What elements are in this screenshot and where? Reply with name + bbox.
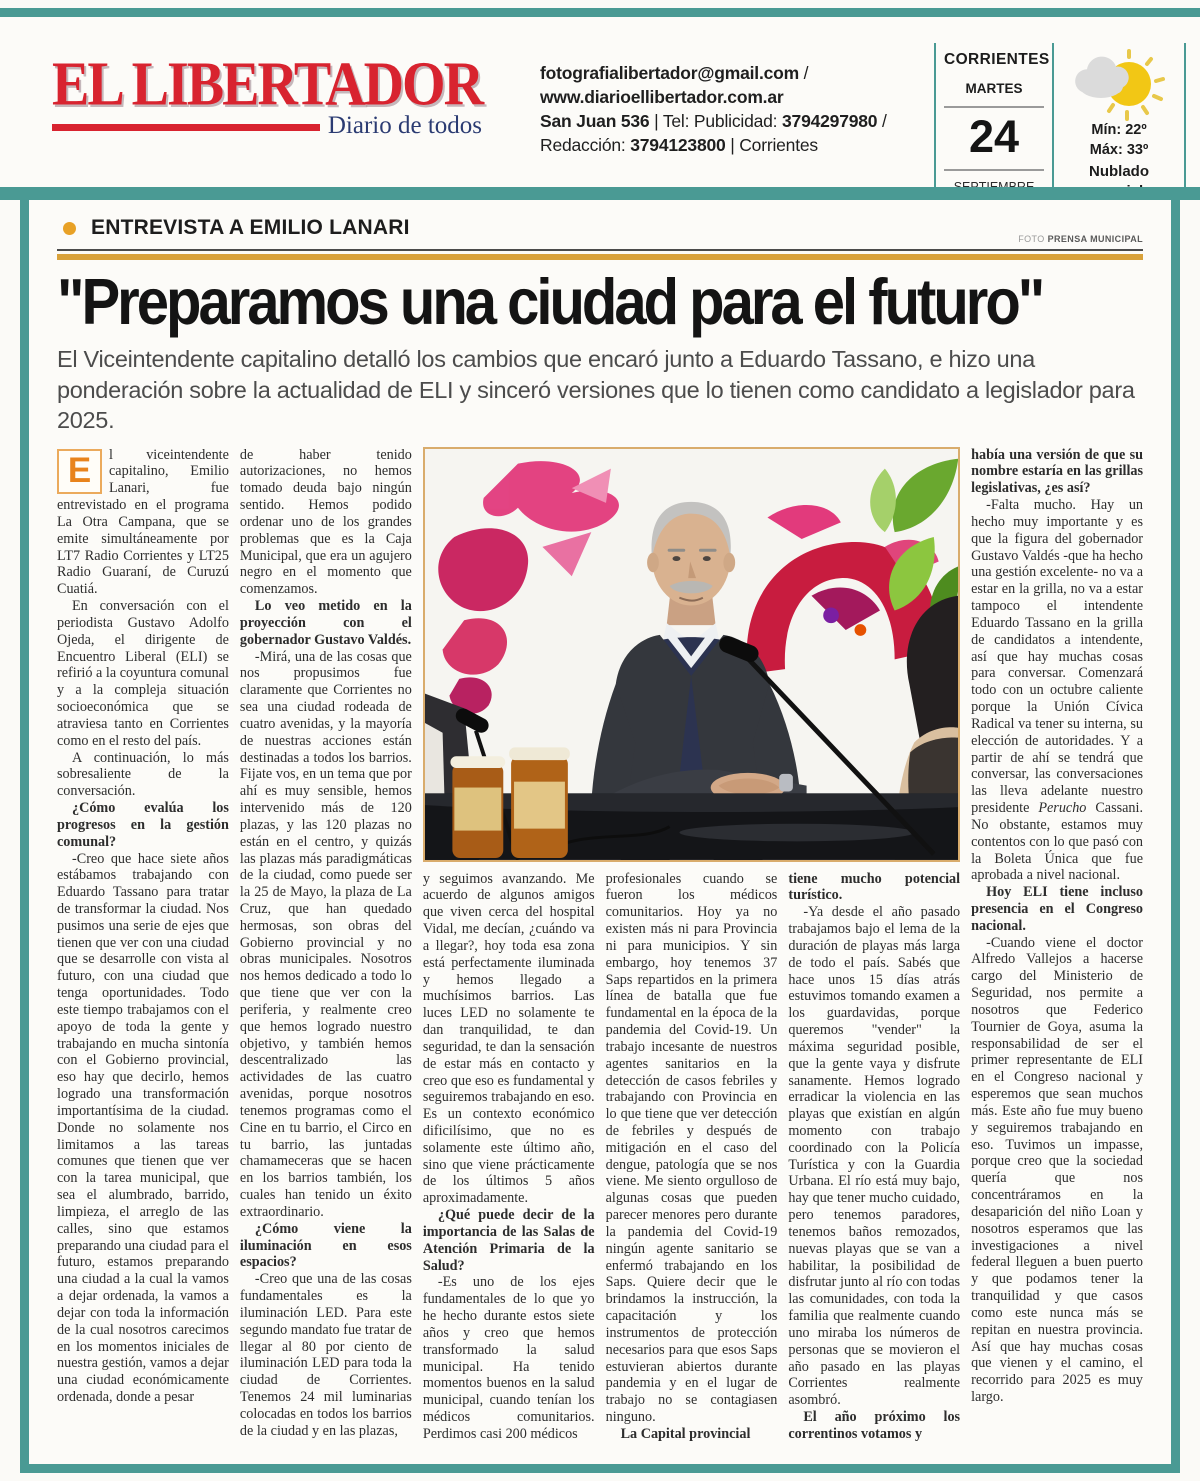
weather-rule-top [944, 106, 1044, 108]
answer-text: -Falta mucho. Hay un hecho muy importante y es que la figura del gobernador Gustavo Valdés -que ha hecho una gestión excelente- no va a estar en la grilla, no va a estar tampoco el intendente Eduardo Tassano en la grilla de candidatos a intendente, así que hay muchas cosas para conversar. Comenzará todo con un octubre caliente porque la Unión Cívica Radical va tener su interna, su elección de autoridades. Y a partir de ahí se tendrá que conversar, las conversaciones las lleva adelante nuestro presidente [971, 497, 1143, 817]
column-1 [57, 447, 229, 1481]
gold-rule [57, 254, 1143, 260]
article-frame-top [0, 187, 1200, 200]
photo-credit-label: FOTO [1018, 234, 1048, 244]
weather-date-number: 24 [968, 111, 1020, 162]
weather-max: Máx: 33º [1089, 141, 1149, 158]
article-paragraph: -Ya desde el año pasado trabajamos bajo el lema de la duración de playas más larga de todo el país. Sabés que hace unos 15 días atrás estuvimos tomando examen a los guardavidas, porque queremos "vender" la máxima seguridad posible, que la gente vaya y disfrute sanamente. Hemos logrado erradicar la violencia en las playas que existían en algún momento con trabajo coordinado con la Policía Turística y con la Guardia Urbana. El río está muy bajo, hay que tener mucho cuidado, pero tenemos paradores, tenemos baños remozados, nuevas playas que se van a habilitar, la posibilidad de disfrutar junto al río con todas las comunidades, con toda la familia que realmente cuando uno miraba los números de personas que se movieron el año pasado en las playas Corrientes realmente asombró. [788, 904, 961, 1409]
logo-text: EL LIBERTADOR [52, 49, 483, 120]
article-paragraph: En conversación con el periodista Gustavo Adolfo Ojeda, el dirigente de Encuentro Liberal (ELI) se refirió a la coyuntura comunal y a la compleja situación socioeconómica que se atraviesa tanto en Corrientes como en el resto del país. [57, 598, 229, 749]
contact-phone-newsroom: 3794123800 [630, 135, 726, 156]
contact-line-email [540, 61, 887, 85]
contact-tel-label: | Tel: Publicidad: [649, 111, 782, 132]
middle-group [423, 447, 960, 1481]
kicker-row [57, 216, 1143, 244]
weather-day: MARTES [965, 81, 1023, 96]
masthead [0, 17, 1200, 187]
photo-credit-name: PRENSA MUNICIPAL [1047, 234, 1143, 244]
article-paragraph: -Creo que hace siete años estábamos trabajando con Eduardo Tassano para tratar de transformar la ciudad. Nos pusimos una serie de ejes que tienen que ver con una ciudad que se desarrolle con vista al futuro, con una ciudad que tenga oportunidades. Todo este tiempo trabajamos con el apoyo de toda la gente y trabajando en mucha sintonía con el Gobierno provincial, eso hay que decirlo, hemos logrado una transformación importantísima de la ciudad. Donde no solamente nos limitamos a las tareas comunes que tienen que ver con la tarea municipal, que sea el alumbrado, barrido, limpieza, el arreglo de las calles, sino que estamos preparando una ciudad para el futuro, estamos preparando una ciudad a la cual la vamos a dejar ordenada, la vamos a dejar con toda la información de la cual nosotros carecimos en los momentos iniciales de nuestra gestión, vamos a dejar una ciudad económicamente ordenada, donde a pesar [57, 850, 229, 1406]
interview-question: Lo veo metido en la proyección con el gobernador Gustavo Valdés. [239, 598, 412, 648]
article-paragraph [971, 497, 1143, 884]
article-paragraph: -Mirá, una de las cosas que nos propusimos fue claramente que Corrientes no sea una ciudad rodeada de cuatro avenidas, y la mayoría de nuestras acciones están destinadas a todos los barrios. Fijate vos, en un tema que por ahí es muy sensible, hemos intervenido más de 120 plazas, y las 120 plazas no están en el centro, y quizás las plazas más paradigmáticas de la ciudad, como puede ser la 25 de Mayo, la plaza de La Cruz, que han quedado hermosas, son obras del Gobierno provincial y no obras municipales. Nosotros nos hemos dedicado a todo lo que tiene que ver con la periferia, y realmente creo que hemos logrado nuestro objetivo, y también hemos descentralizado las actividades de las cuatro avenidas, porque nosotros tenemos programas como el Cine en tu barrio, el Circo en tu barrio, las juntadas chamameceras que se hacen en los barrios también, los cuales han tenido un éxito extraordinario. [239, 648, 412, 1220]
contact-sep: / [799, 63, 809, 83]
weather-city: CORRIENTES [944, 51, 1050, 68]
weather-date-panel [934, 43, 1054, 197]
weather-rule-bottom [944, 169, 1044, 171]
photo-credit [1018, 234, 1143, 244]
partly-cloudy-icon [1071, 47, 1167, 121]
article-columns [57, 447, 1143, 1481]
interview-question: ¿Cómo viene la iluminación en esos espacios? [239, 1220, 412, 1271]
interview-question: La Capital provincial [620, 1425, 751, 1442]
contact-address: San Juan 536 [540, 111, 650, 132]
weather-box [934, 43, 1186, 197]
press-conference-illustration [425, 449, 958, 860]
column-6 [971, 447, 1143, 1481]
article-paragraph: -Cuando viene el doctor Alfredo Vallejos a hacerse cargo del Ministerio de Seguridad, nos permite a nosotros que Federico Tournier de Goya, asuma la responsabilidad de ser el primer representante de ELI en el Congreso nacional y esperemos que sean muchos más. Este año fue muy bueno y seguiremos trabajando en eso. Tuvimos un impasse, porque creo que la sociedad quería que nos concentráramos en la desaparición del niño Loan y nosotros esperamos que las investigaciones a nivel federal lleguen a buen puerto y que podamos tener la tranquilidad y que casos como este nunca más se repitan en nuestra provincia. Así que hay muchas cosas que vienen y el camino, el recorrido para 2025 es muy largo. [971, 934, 1143, 1406]
interview-question: El año próximo los correntinos votamos y [788, 1409, 961, 1442]
middle-columns [423, 871, 960, 1481]
contact-line-newsroom [540, 133, 887, 157]
article-paragraph: y seguimos avanzando. Me acuerdo de algunos amigos que viven cerca del hospital Vidal, me decían, ¿cuándo va a llegar?, hoy toda esa zona está perfectamente iluminada y hemos llegado a muchísimos barrios. Las luces LED no solamente te dan tranquilidad, te dan seguridad, te dan la sensación de estar más en contacto y creo que eso es fundamental y seguiremos trabajando en eso. Es un contexto económico dificilísimo, que no es solamente este último año, sino que viene prácticamente de los últimos 5 años aproximadamente. [422, 870, 595, 1207]
contact-sep2: / [877, 111, 887, 132]
answer-text: Cassani. No obstante, estamos muy contentos con lo que pasó con la Boleta Única que fue aprobada a nivel nacional. [971, 800, 1143, 884]
article-paragraph: -Creo que una de las cosas fundamentales es la iluminación LED. Para este segundo mandato fue tratar de llegar al 80 por ciento de iluminación LED para toda la ciudad de Corrientes. Tenemos 24 mil luminarias colocadas en todos los barrios de la ciudad y en las plazas, [239, 1271, 412, 1439]
interview-question: ¿Cómo evalúa los progresos en la gestión comunal? [57, 800, 229, 850]
top-teal-bar [0, 8, 1200, 17]
drop-cap: E [57, 449, 102, 494]
kicker: ENTREVISTA A EMILIO LANARI [91, 216, 410, 239]
column-2 [240, 447, 412, 1481]
column-4 [606, 871, 778, 1481]
headline: "Preparamos una ciudad para el futuro" [57, 265, 1043, 339]
interview-question: había una versión de que su nombre estaría en las grillas legislativas, ¿es así? [971, 446, 1143, 497]
column-5 [788, 871, 960, 1481]
logo-red-rule [52, 124, 320, 131]
contact-website: www.diarioellibertador.com.ar [540, 87, 784, 108]
dark-rule [57, 249, 1143, 251]
weather-forecast-panel [1054, 43, 1186, 197]
article-paragraph: -Es uno de los ejes fundamentales de lo que yo he hecho durante estos siete años y creo que hemos transformado la salud municipal. Ha tenido momentos buenos en la salud municipal, cuando tenían los médicos comunitarios. Perdimos casi 200 médicos [422, 1274, 595, 1442]
article-paragraph: de haber tenido autorizaciones, no hemos tomado deuda bajo ningún sentido. Hemos podido ordenar uno de los grandes problemas que es la Caja Municipal, que era un agujero negro en el momento que comenzamos. [239, 446, 412, 598]
article-paragraph: A continuación, lo más sobresaliente de la conversación. [57, 749, 229, 800]
contact-phone-ads: 3794297980 [782, 111, 878, 132]
kicker-bullet-icon [63, 222, 76, 235]
contact-line-address [540, 109, 887, 133]
article-frame [20, 200, 1180, 1473]
interview-question: tiene mucho potencial turístico. [788, 870, 961, 904]
logo-tagline: Diario de todos [327, 112, 482, 139]
newspaper-logo [52, 49, 483, 139]
answer-italic: Perucho [1038, 800, 1087, 817]
contact-block [540, 61, 887, 158]
weather-condition-line1: Nublado [1089, 163, 1149, 181]
contact-email: fotografialibertador@gmail.com [540, 63, 800, 83]
column-3 [423, 871, 595, 1481]
interview-question: ¿Qué puede decir de la importancia de las Salas de Atención Primaria de la Salud? [422, 1207, 595, 1274]
contact-line-website [540, 85, 887, 109]
deck: El Viceintendente capitalino detalló los cambios que encaró junto a Eduardo Tassano, e hizo una ponderación sobre la actualidad de ELI y sinceró versiones que lo tienen como candidato a legislador para 2025. [57, 346, 1135, 434]
lead-paragraph [57, 447, 229, 598]
lead-text: l viceintendente capitalino, Emilio Lanari, fue entrevistado en el programa La Otra Campana, que se emite simultáneamente por LT7 Radio Corrientes y LT25 Radio Guaraní, de Curuzú Cuatiá. [57, 446, 229, 598]
weather-min: Mín: 22º [1091, 122, 1147, 138]
contact-newsroom-label: Redacción: [540, 135, 631, 156]
article-photo [423, 447, 960, 862]
interview-question: Hoy ELI tiene incluso presencia en el Congreso nacional. [971, 884, 1143, 934]
article-paragraph: profesionales cuando se fueron los médicos comunitarios. Hoy ya no existen más ni para Provincia ni para municipios. Y sin embargo, hoy tenemos 37 Saps repartidos en la primera línea de batalla que fue fundamental en la época de la pandemia del Covid-19. Un trabajo incesante de nuestros agentes sanitarios en la detección de casos febriles y trabajando con Provincia en lo que tiene que ver detección de febriles y después de mitigación en el caso del dengue, patología que se nos viene. Me siento orgulloso de algunas cosas que pueden parecer menores pero durante la pandemia del Covid-19 ningún agente sanitario se enfermó trabajando en los Saps. Quiere decir que le brindamos la instrucción, la capacitación y los instrumentos de protección necesarios para que esos Saps estuvieran abiertos durante pandemia y en el lugar de trabajo no se contagiasen ninguno. [605, 870, 778, 1426]
contact-city: | Corrientes [725, 135, 818, 156]
